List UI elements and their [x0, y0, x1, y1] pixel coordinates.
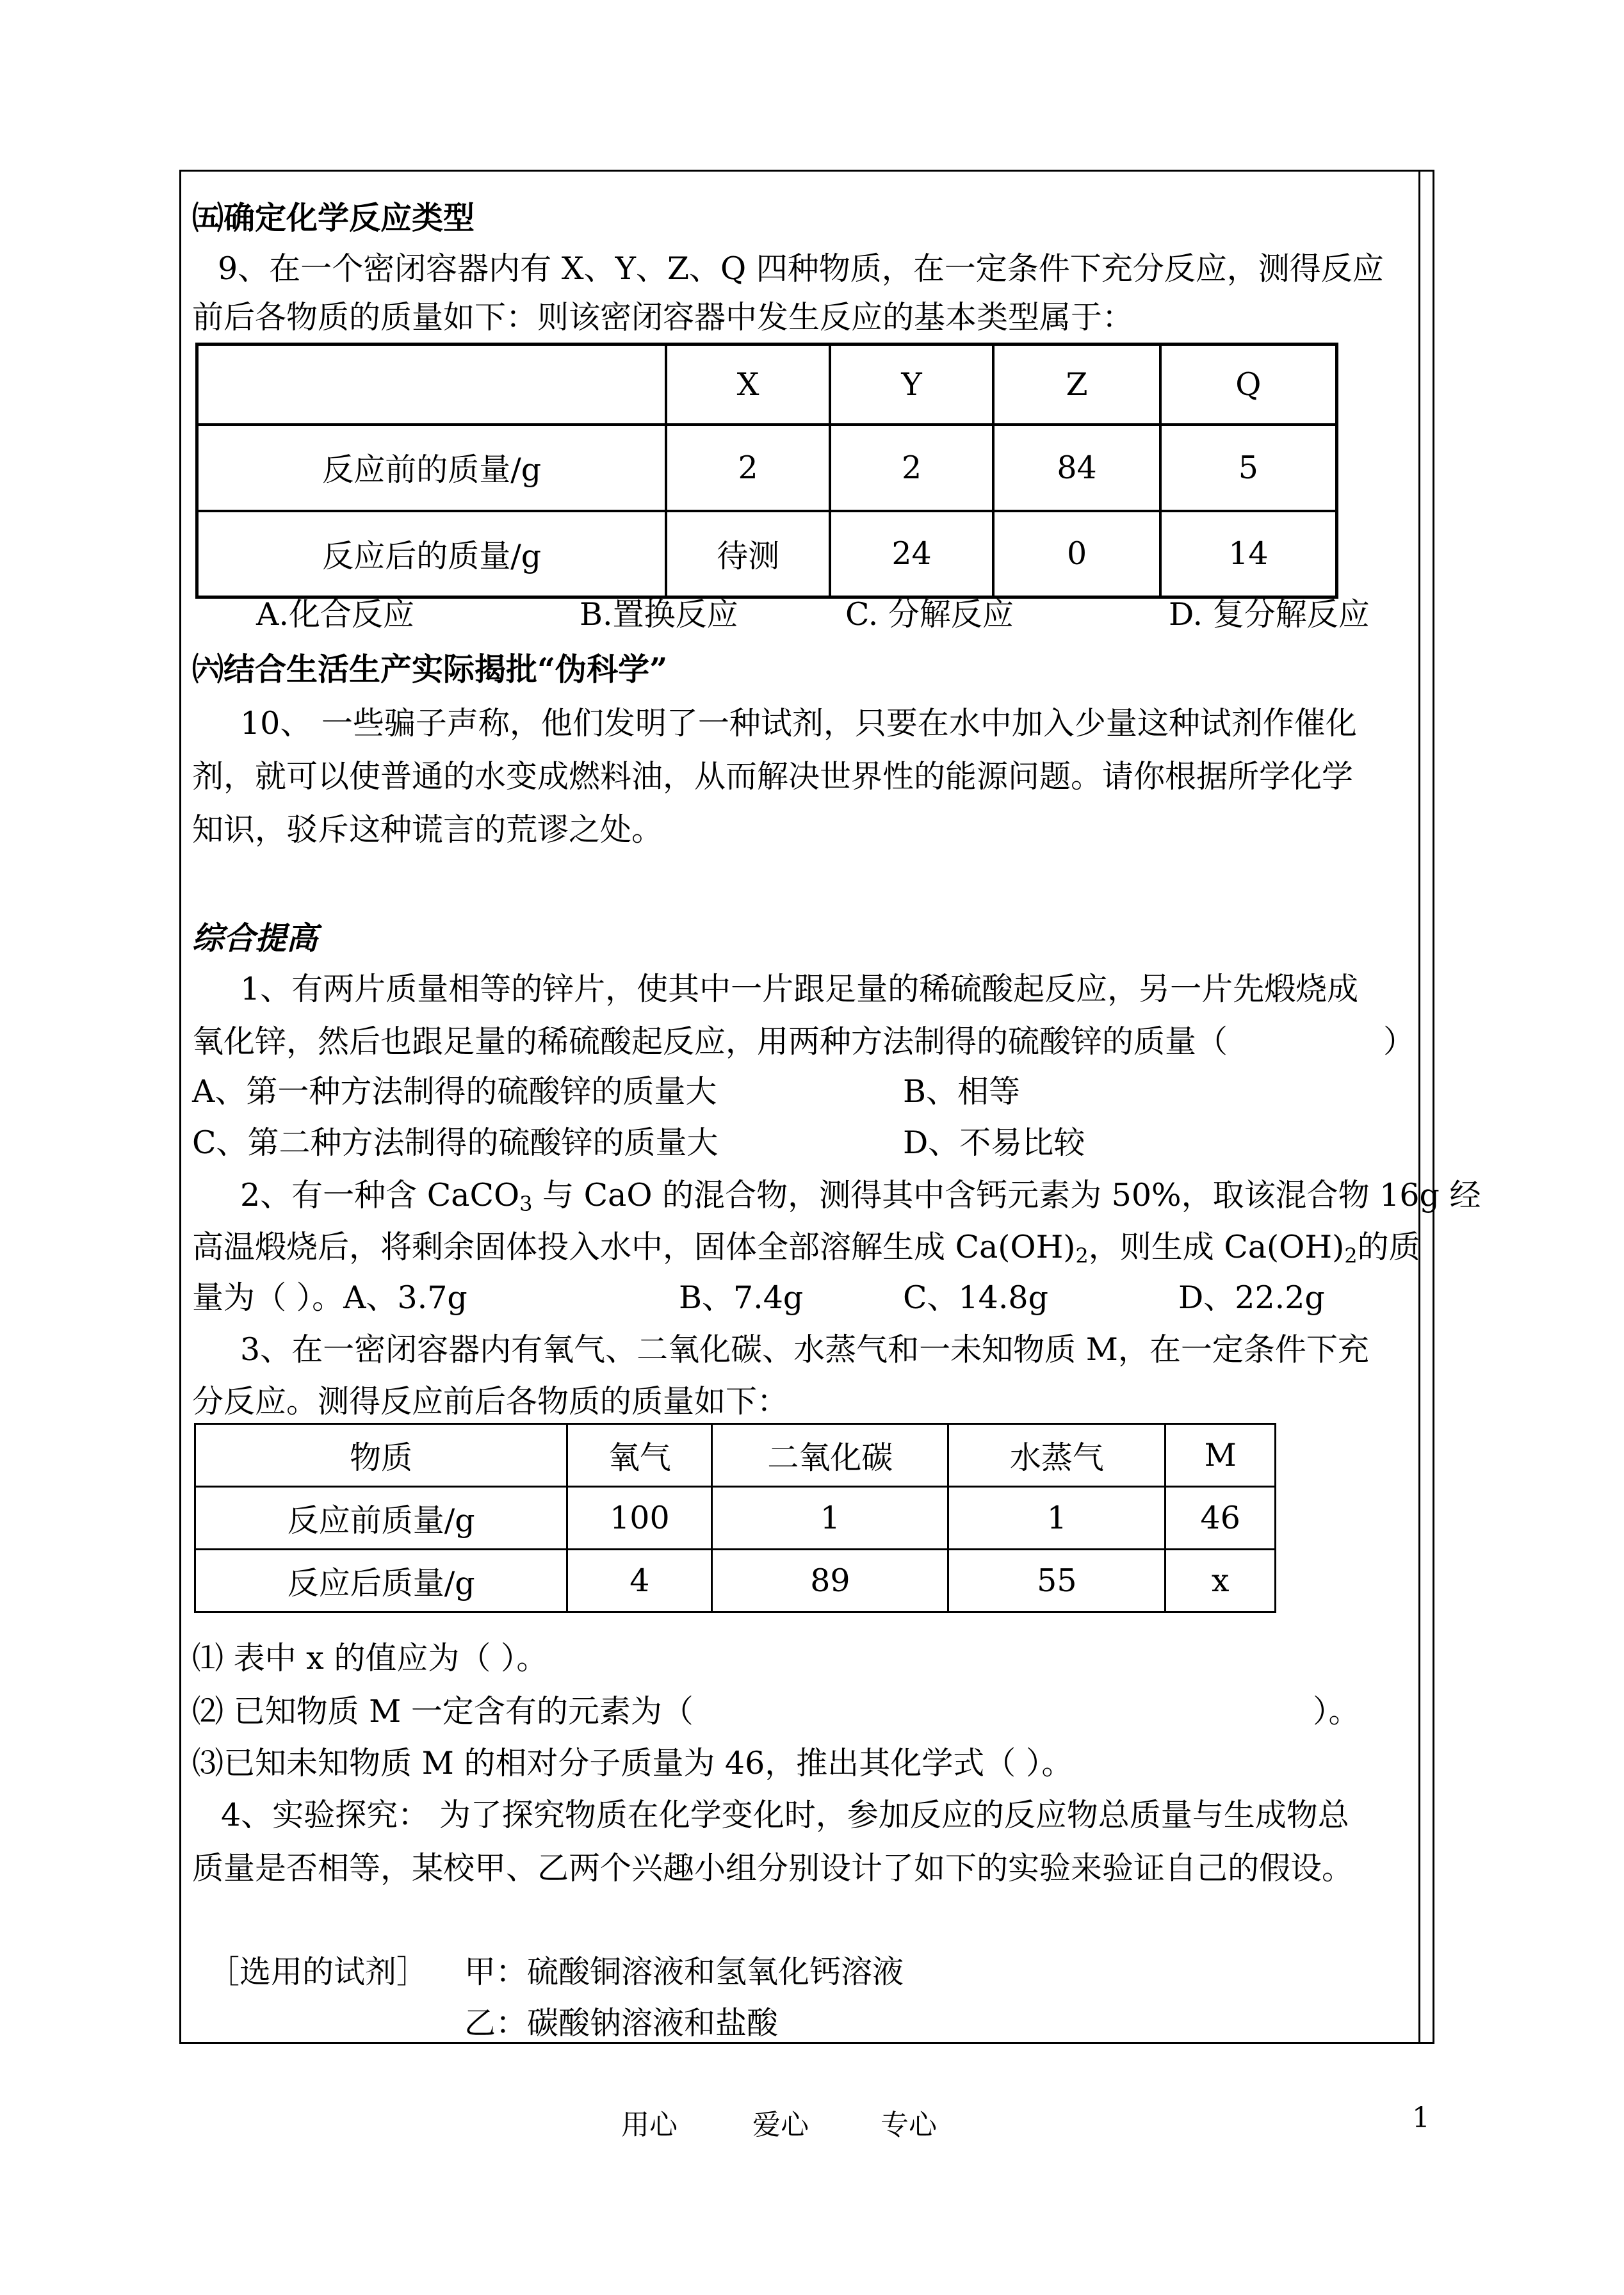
- adv-q2-line3: 量为（ ）。A、3.7g: [192, 1279, 467, 1316]
- q10-text-line3: 知识，驳斥这种谎言的荒谬之处。: [192, 811, 663, 848]
- adv-q4-line2: 质量是否相等，某校甲、乙两个兴趣小组分别设计了如下的实验来验证自己的假设。: [192, 1850, 1354, 1886]
- q9-option-c: C. 分解反应: [845, 596, 1014, 633]
- adv-q2-text: 高温煅烧后，将剩余固体投入水中，固体全部溶解生成 Ca(OH): [192, 1229, 1076, 1265]
- page-number: 1: [1412, 2102, 1430, 2134]
- table-cell: 1: [712, 1487, 948, 1550]
- table-header-cell: Z: [993, 345, 1160, 425]
- table-row: [197, 425, 1337, 511]
- table-cell: 89: [712, 1550, 948, 1612]
- table-cell: 14: [1160, 511, 1337, 597]
- table-cell: 24: [830, 511, 994, 597]
- adv-q2-option-c: C、14.8g: [903, 1279, 1048, 1316]
- table-cell: 46: [1165, 1487, 1276, 1550]
- table-row: [195, 1424, 1276, 1487]
- footer-motto-3: 专心: [881, 2109, 937, 2141]
- subscript: 2: [1075, 1244, 1089, 1268]
- table-cell: 反应前质量/g: [195, 1487, 567, 1550]
- table-row: [197, 511, 1337, 597]
- adv-q2-option-b: B、7.4g: [679, 1279, 804, 1316]
- table-cell: 反应后的质量/g: [197, 511, 667, 597]
- adv-q2-line1: [240, 1176, 1481, 1215]
- table-header-cell: 二氧化碳: [712, 1424, 948, 1487]
- table-header-cell: 氧气: [567, 1424, 712, 1487]
- q10-text-line2: 剂，就可以使普通的水变成燃料油，从而解决世界性的能源问题。请你根据所学化学: [192, 758, 1354, 795]
- adv-q1-option-d: D、不易比较: [903, 1124, 1085, 1161]
- section-5-heading: ㈤确定化学反应类型: [192, 199, 475, 236]
- adv-q3-sub3: ⑶已知未知物质 M 的相对分子质量为 46，推出其化学式（ ）。: [192, 1745, 1073, 1781]
- table-cell: 0: [993, 511, 1160, 597]
- reagent-group-a: 甲：硫酸铜溶液和氢氧化钙溶液: [464, 1954, 904, 1990]
- table-cell: 84: [993, 425, 1160, 511]
- adv-q1-option-a: A、第一种方法制得的硫酸锌的质量大: [192, 1073, 717, 1110]
- table-cell: x: [1165, 1550, 1276, 1612]
- adv-q2-line2: [192, 1228, 1420, 1267]
- table-cell: 反应前的质量/g: [197, 425, 667, 511]
- adv-q1-close-paren: ）: [1383, 1023, 1415, 1060]
- table-header-cell: 水蒸气: [948, 1424, 1165, 1487]
- table-header-cell: [197, 345, 667, 425]
- adv-q1-option-b: B、相等: [903, 1073, 1021, 1110]
- section-6-heading: ㈥结合生活生产实际揭批“伪科学”: [192, 651, 668, 688]
- table-header-cell: M: [1165, 1424, 1276, 1487]
- table-cell: 反应后质量/g: [195, 1550, 567, 1612]
- adv-q2-option-d: D、22.2g: [1178, 1279, 1325, 1316]
- adv-q2-text: 2、有一种含 CaCO: [240, 1177, 520, 1213]
- table-cell: 2: [830, 425, 994, 511]
- reagents-label: ［选用的试剂］: [208, 1954, 428, 1990]
- table-cell: 1: [948, 1487, 1165, 1550]
- table-row: [195, 1550, 1276, 1612]
- q9-option-a: A.化合反应: [256, 596, 414, 633]
- adv-q1-option-c: C、第二种方法制得的硫酸锌的质量大: [192, 1124, 719, 1161]
- subscript: 3: [519, 1192, 533, 1216]
- adv-q3-sub2: ⑵ 已知物质 M 一定含有的元素为（: [192, 1693, 694, 1730]
- table-cell: 5: [1160, 425, 1337, 511]
- table-header-cell: X: [666, 345, 829, 425]
- adv-q3-line1: 3、在一密闭容器内有氧气、二氧化碳、水蒸气和一未知物质 M，在一定条件下充: [240, 1331, 1369, 1368]
- frame-right-column-line: [1418, 170, 1420, 2044]
- adv-q4-line1: 4、实验探究： 为了探究物质在化学变化时，参加反应的反应物总质量与生成物总: [221, 1797, 1349, 1833]
- footer-motto-2: 爱心: [752, 2109, 809, 2141]
- table-cell: 4: [567, 1550, 712, 1612]
- adv-q2-text: 的质: [1357, 1229, 1420, 1265]
- adv-q3-sub2-close: ）。: [1313, 1693, 1360, 1730]
- table-cell: 100: [567, 1487, 712, 1550]
- footer-motto-1: 用心: [621, 2109, 678, 2141]
- table-header-cell: Y: [830, 345, 994, 425]
- q9-text-line2: 前后各物质的质量如下：则该密闭容器中发生反应的基本类型属于：: [192, 299, 1134, 336]
- q3-mass-table: [194, 1423, 1276, 1613]
- table-cell: 55: [948, 1550, 1165, 1612]
- adv-q3-line2: 分反应。测得反应前后各物质的质量如下：: [192, 1383, 789, 1420]
- adv-q1-line1: 1、有两片质量相等的锌片，使其中一片跟足量的稀硫酸起反应，另一片先煅烧成: [240, 971, 1359, 1007]
- q10-text-line1: 10、 一些骗子声称，他们发明了一种试剂，只要在水中加入少量这种试剂作催化: [240, 705, 1357, 742]
- advanced-heading: 综合提高: [192, 920, 318, 957]
- reagent-group-b: 乙：碳酸钠溶液和盐酸: [464, 2005, 779, 2041]
- table-header-cell: Q: [1160, 345, 1337, 425]
- q9-option-b: B.置换反应: [580, 596, 738, 633]
- table-cell: 待测: [666, 511, 829, 597]
- table-header-cell: 物质: [195, 1424, 567, 1487]
- q9-option-d: D. 复分解反应: [1169, 596, 1370, 633]
- adv-q2-text: ，则生成 Ca(OH): [1088, 1229, 1345, 1265]
- table-row: [197, 345, 1337, 425]
- q9-mass-table: [195, 343, 1338, 599]
- q9-text-line1: 9、在一个密闭容器内有 X、Y、Z、Q 四种物质，在一定条件下充分反应，测得反应: [218, 250, 1384, 287]
- adv-q1-line2: 氧化锌，然后也跟足量的稀硫酸起反应，用两种方法制得的硫酸锌的质量（: [192, 1023, 1228, 1060]
- adv-q2-text: 与 CaO 的混合物，测得其中含钙元素为 50%，取该混合物 16g 经: [532, 1177, 1481, 1213]
- table-cell: 2: [666, 425, 829, 511]
- table-row: [195, 1487, 1276, 1550]
- subscript: 2: [1344, 1244, 1358, 1268]
- adv-q3-sub1: ⑴ 表中 x 的值应为（ ）。: [192, 1640, 548, 1676]
